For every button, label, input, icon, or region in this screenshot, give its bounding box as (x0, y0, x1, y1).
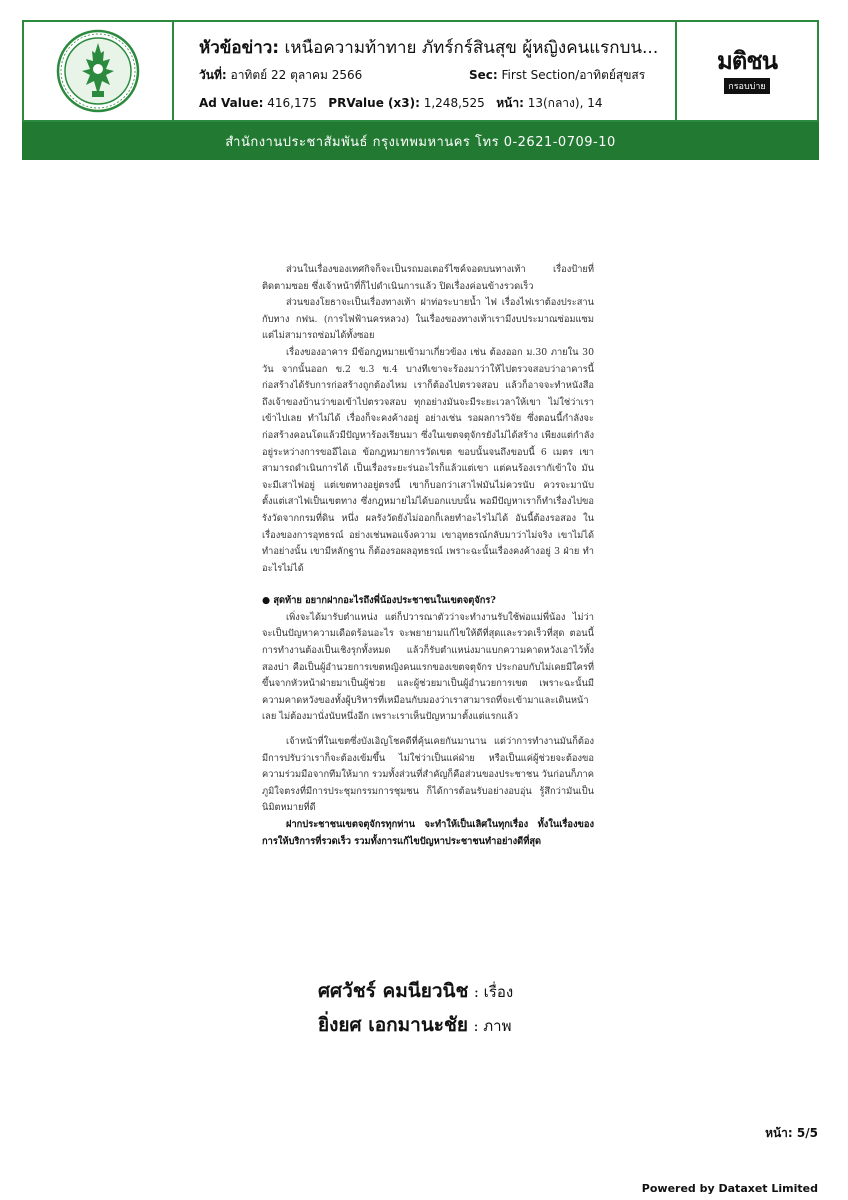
article-paragraph: ส่วนในเรื่องของเทศกิจก็จะเป็นรถมอเตอร์ไซค์จอดบนทางเท้า เรื่องป้ายที่ติดตามซอย ซึ่งเจ้าหน้าที่ก็ไปดำเนินการแล้ว ปิดเรื่องค่อนข้างรวดเร็ว (262, 264, 594, 292)
powered-by: Powered by Dataxet Limited (641, 1182, 818, 1195)
date-label: วันที่: (199, 68, 227, 82)
clipping-header (22, 20, 819, 122)
photographer-role: : ภาพ (473, 1017, 512, 1035)
headline-text: เหนือความท้าทาย ภัทร์กร์สินสุข ผู้หญิงคนแรกบน... (284, 38, 659, 58)
article-paragraph: เจ้าหน้าที่ในเขตซึ่งบังเอิญโชคดีที่คุ้นเคยกันมานาน แต่ว่าการทำงานมันก็ต้องมีการปรับว่าเราก็จะต้องเข้มขึ้น ไม่ใช่ว่าเป็นแค่ฝ่าย หรือเป็นแค่ผู้ช่วยจะต้องขอความร่วมมือจากทีมให้มาก รวมทั้งส่วนที่สำคัญก็คือส่วนของประชาชน วันก่อนก็ภาคภูมิใจตรงที่มีการประชุมกรรมการชุมชน ก็ได้การต้อนรับอย่างอบอุ่น รู้สึกว่ามันเป็นนิมิตหมายที่ดี (262, 736, 594, 814)
writer-credit (318, 975, 618, 1009)
article-paragraph: ส่วนของโยธาจะเป็นเรื่องทางเท้า ฝาท่อระบายน้ำ ไฟ เรื่องไฟเราต้องประสานกับทาง กฟน. (การไฟฟ้านครหลวง) ในเรื่องของทางเท้าเรามีงบประมาณซ่อมแซม แต่ไม่สามารถซ่อมได้ทั้งซอย (262, 297, 594, 342)
publication-name: มติชน (716, 47, 778, 75)
date-value: อาทิตย์ 22 ตุลาคม 2566 (230, 68, 363, 82)
interview-question: ● สุดท้าย อยากฝากอะไรถึงพี่น้องประชาชนในเขตจตุจักร? (262, 595, 496, 607)
section-info (469, 66, 677, 85)
agency-bar: สำนักงานประชาสัมพันธ์ กรุงเทพมหานคร โทร 0-2621-0709-10 (22, 122, 819, 160)
page-number-label: หน้า: (765, 1126, 793, 1140)
article-body (262, 262, 594, 850)
page-number-value: 5/5 (796, 1126, 818, 1140)
closing-paragraph: ฝากประชาชนเขตจตุจักรทุกท่าน จะทำให้เป็นเลิศในทุกเรื่อง ทั้งในเรื่องของการให้บริการที่รวดเร็ว รวมทั้งการแก้ไขปัญหาประชาชนทำอย่างดีที่สุด (262, 819, 594, 847)
headline-row (199, 34, 677, 61)
article-paragraph: เพิ่งจะได้มารับตำแหน่ง แต่ก็ปวารณาตัวว่าจะทำงานรับใช้พ่อแม่พี่น้อง ไม่ว่าจะเป็นปัญหาความเดือดร้อนอะไร จะพยายามแก้ไขให้ดีที่สุดและรวดเร็วที่สุด ตอนนี้การทำงานต้องเป็นเชิงรุกทั้งหมด แล้วก็รับตำแหน่งมาแบกความคาดหวังเอาไว้ทั้งสองบ่า คือเป็นผู้อำนวยการเขตหญิงคนแรกของเขตจตุจักร ประกอบกับไม่เคยมีใครที่ขึ้นจากหัวหน้าฝ่ายมาเป็นผู้ช่วย และผู้ช่วยมาเป็นผู้อำนวยการเขต เพราะฉะนั้นมีความคาดหวังของทั้งผู้บริหารที่เหมือนกับมองว่าเราสามารถที่จะเข้ามาและเดินหน้าเลย ไม่ต้องมานั่งนับหนึ่งอีก เพราะเราเห็นปัญหามาตั้งแต่แรกแล้ว (262, 611, 594, 723)
bma-seal-icon (56, 29, 140, 113)
article-paragraph: เรื่องของอาคาร มีข้อกฎหมายเข้ามาเกี่ยวข้อง เช่น ต้องออก ม.30 ภายใน 30 วัน จากนั้นออก ข.2 ข.3 ข.4 บางทีเขาจะร้องมาว่าให้ไปตรวจสอบว่าอาคารนี้ก่อสร้างได้รับการก่อสร้างถูกต้องไหม เราก็ต้องไปตรวจสอบ แล้วก็อาจจะทำหนังสือถึงเจ้าของบ้านว่าขอเข้าไปตรวจสอบ ทุกอย่างมันจะมีระยะเวลาให้เขา ไม่ใช่ว่าเราเข้าไปเลย ทำไม่ได้ เรื่องก็จะคงค้างอยู่ อย่างเช่น รอผลการวิจัย ซึ่งตอนนี้กำลังจะก่อสร้างคอนโดแล้วมีปัญหาร้องเรียนมา ซึ่งในเขตจตุจักรยังไม่ได้สร้าง เพียงแต่กำลังอยู่ระหว่างการขออีไอเอ ข้อกฎหมายการวัดเขต ขอบนั้นจนถึงขอบนี้ 6 เมตร เขาสามารถดำเนินการได้ เป็นเรื่องระยะร่นอะไรก็แล้วแต่เขา แต่คนร้องเรากัเข้าใจ มันจะมีเสาไฟอยู่ แต่เขตทางอยู่ตรงนี้ เขาก็บอกว่าเสาไฟมันไม่ควรนับ ควรจะมานับตั้งแต่เสาไฟเป็นเขตทาง ซึ่งกฎหมายไม่ได้บอกแบบนั้น พอมีปัญหาเราก็ทำเรื่องไปขอรังวัดจากกรมที่ดิน หนึ่ง ผลรังวัดยังไม่ออกก็เลยทำอะไรไม่ได้ อันนี้ต้องรอสอง ในเรื่องของการอุทธรณ์ อย่างเช่นพอแจ้งความ เขาอุทธรณ์กลับมาว่าไม่จริง เขาไม่ได้ทำอย่างนั้น เขามีหลักฐาน ก็ต้องรอผลอุทธรณ์ เพราะฉะนั้นเรื่องคงค้างอยู่ 3 ฝ่าย ทำอะไรไม่ได้ (262, 346, 594, 574)
photographer-name: ยิ่งยศ เอกมานะชัย (318, 1014, 469, 1036)
ad-value: 416,175 (267, 96, 317, 110)
value-row (199, 94, 677, 113)
page-number (765, 1124, 818, 1143)
matichon-logo (717, 48, 777, 94)
section-label: Sec: (469, 68, 498, 82)
page-value: 13(กลาง), 14 (527, 96, 603, 110)
date-row (199, 66, 677, 85)
bma-seal-logo-cell (24, 22, 174, 120)
edition-badge: กรอบบ่าย (724, 78, 769, 94)
photographer-credit (318, 1009, 618, 1043)
section-value: First Section/อาทิตย์สุขสร (501, 68, 646, 82)
publication-logo-cell (675, 22, 817, 120)
ad-value-label: Ad Value: (199, 96, 264, 110)
pr-value-label: PRValue (x3): (328, 96, 420, 110)
headline-label: หัวข้อข่าว: (199, 38, 280, 58)
clipping-info (174, 22, 679, 120)
writer-role: : เรื่อง (473, 983, 514, 1001)
page-label: หน้า: (496, 96, 524, 110)
writer-name: ศศวัชร์ คมนียวนิช (318, 980, 469, 1002)
article-credits (318, 975, 618, 1043)
pr-value: 1,248,525 (423, 96, 485, 110)
